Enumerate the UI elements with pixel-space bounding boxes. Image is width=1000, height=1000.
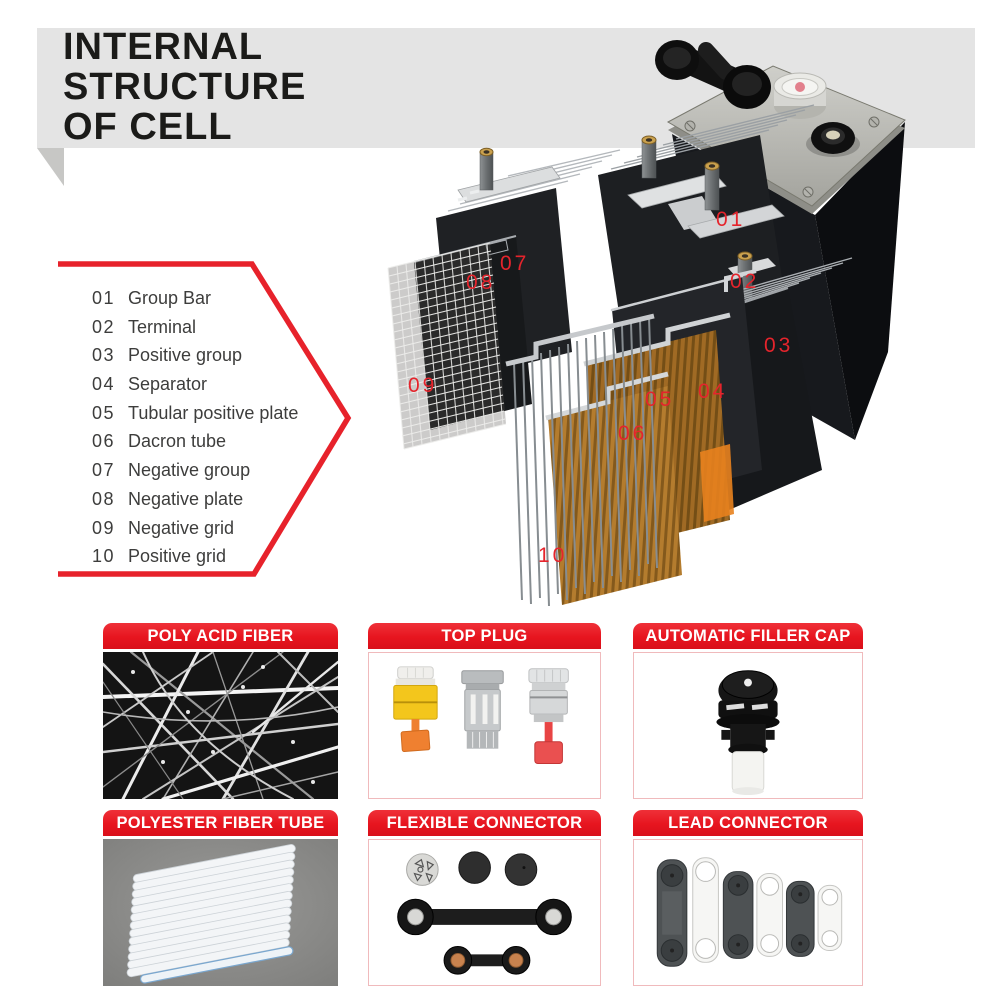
parts-list-item — [92, 427, 298, 456]
red-tab-plug — [529, 669, 568, 764]
lid-filler-cap — [774, 73, 826, 119]
part-number: 09 — [92, 517, 116, 538]
top-plug-image — [369, 653, 600, 798]
part-number: 01 — [92, 288, 116, 308]
panel-flexible-connector — [368, 810, 601, 986]
panel-lead-connector — [633, 810, 863, 986]
panel-automatic-filler-cap — [633, 623, 863, 799]
parts-list-item — [92, 370, 298, 399]
parts-list-item — [92, 313, 298, 342]
part-label: Group Bar — [128, 288, 212, 308]
parts-list-item — [92, 456, 298, 485]
terminal-post — [705, 162, 719, 210]
panel-polyester-fiber-tube — [103, 810, 338, 986]
part-number: 02 — [92, 316, 116, 337]
parts-list-item — [92, 514, 298, 543]
part-number: 06 — [92, 431, 116, 452]
exploded-cell-diagram — [360, 30, 1000, 630]
panel-poly-acid-fiber — [103, 623, 338, 799]
part-label: Negative group — [128, 460, 251, 481]
part-label: Negative plate — [128, 488, 244, 509]
page-title-line: OF CELL — [63, 106, 233, 148]
filler-cap-indicator-dot — [795, 82, 805, 92]
part-number: 05 — [92, 402, 116, 423]
terminal-post — [642, 136, 656, 178]
lead-connector-image — [634, 840, 862, 985]
parts-list-item — [92, 485, 298, 514]
page-title — [63, 27, 306, 147]
part-number: 03 — [92, 345, 116, 366]
diagram-label-06: 06 — [618, 422, 648, 445]
part-label: Negative grid — [128, 517, 235, 538]
part-label: Positive grid — [128, 546, 227, 567]
parts-list-item — [92, 542, 298, 571]
diagram-label-08: 08 — [466, 271, 496, 294]
panel-banner: TOP PLUG — [368, 623, 601, 649]
part-label: Terminal — [128, 316, 197, 337]
parts-list-item — [92, 341, 298, 370]
poly-acid-fiber-image — [103, 652, 338, 799]
part-label: Dacron tube — [128, 431, 227, 452]
lead-connector-clear — [757, 874, 783, 957]
lead-connector-dark — [723, 872, 753, 959]
flexible-connector-image — [369, 840, 600, 985]
part-number: 04 — [92, 374, 116, 395]
part-number: 08 — [92, 488, 116, 509]
diagram-label-05: 05 — [645, 388, 675, 411]
part-label: Positive group — [128, 345, 243, 366]
lead-connector-clear — [818, 885, 842, 950]
diagram-label-07: 07 — [500, 252, 530, 275]
diagram-label-01: 01 — [716, 208, 746, 231]
terminal-post — [480, 148, 493, 190]
title-band-tail — [37, 148, 64, 186]
diagram-label-02: 02 — [730, 270, 760, 293]
part-label: Tubular positive plate — [128, 402, 299, 423]
diagram-label-03: 03 — [764, 334, 794, 357]
page-title-line: STRUCTURE — [63, 66, 307, 108]
polyester-fiber-tube-image — [103, 839, 338, 986]
panel-banner: FLEXIBLE CONNECTOR — [368, 810, 601, 836]
yellow-plug — [394, 667, 437, 752]
parts-list — [92, 284, 298, 571]
parts-list-item — [92, 399, 298, 428]
part-label: Separator — [128, 374, 208, 395]
parts-list-item — [92, 284, 298, 313]
diagram-label-04: 04 — [698, 380, 728, 403]
lead-connector-dark — [786, 881, 814, 956]
page-title-line: INTERNAL — [63, 26, 264, 68]
panel-banner: AUTOMATIC FILLER CAP — [633, 623, 863, 649]
lead-connector-clear — [693, 858, 719, 963]
automatic-filler-cap-image — [634, 653, 862, 798]
diagram-label-10: 10 — [538, 544, 568, 567]
gray-plug — [462, 671, 503, 749]
panel-banner: POLY ACID FIBER — [103, 623, 338, 649]
panel-top-plug — [368, 623, 601, 799]
part-number: 10 — [92, 546, 116, 567]
diagram-label-09: 09 — [408, 374, 438, 397]
part-number: 07 — [92, 460, 116, 481]
panel-banner: POLYESTER FIBER TUBE — [103, 810, 338, 836]
panel-banner: LEAD CONNECTOR — [633, 810, 863, 836]
lead-connector-dark — [657, 860, 687, 967]
